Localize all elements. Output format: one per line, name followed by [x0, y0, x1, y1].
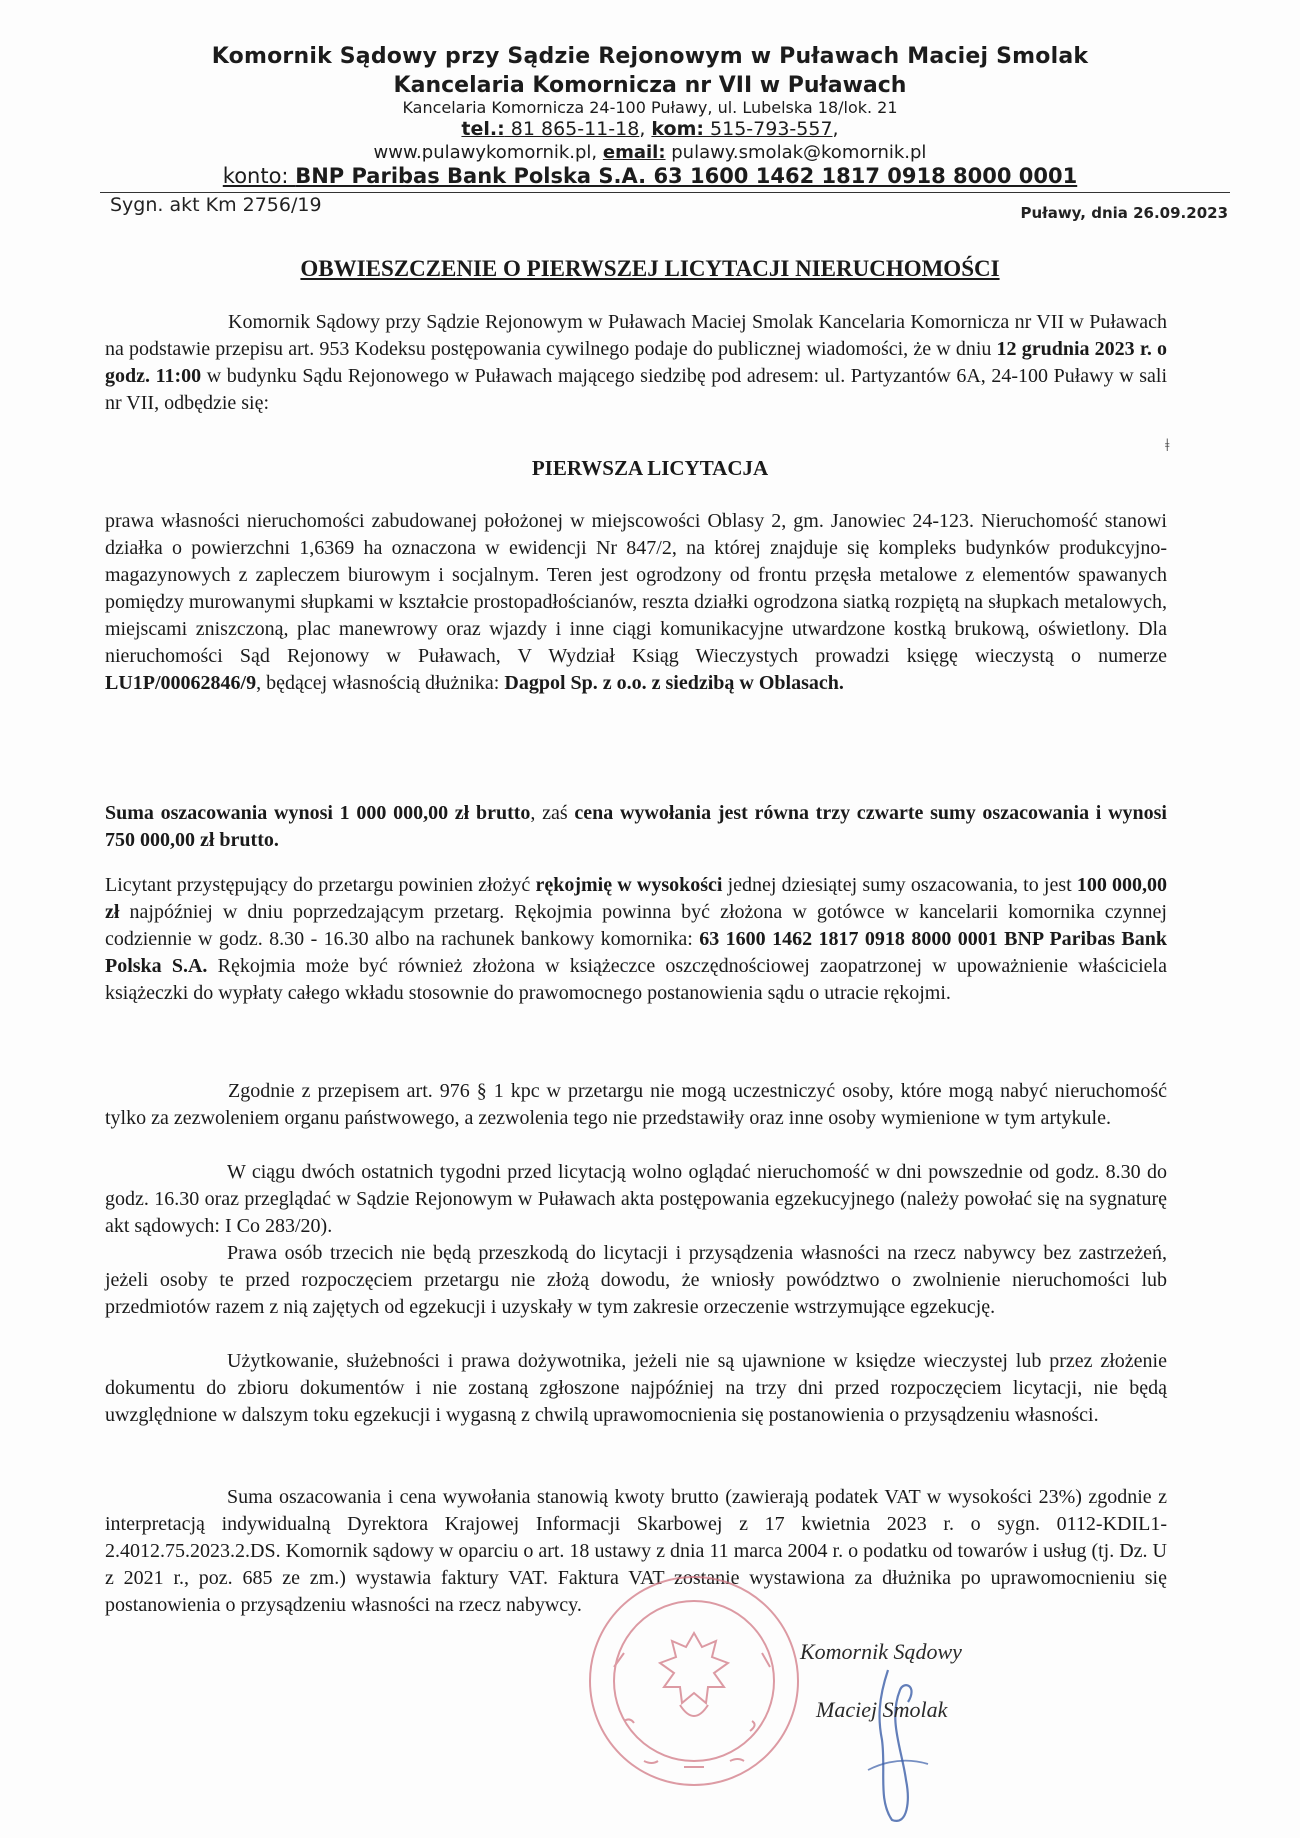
tel-value: 81 865-11-18	[504, 118, 640, 140]
signature-role: Komornik Sądowy	[800, 1639, 962, 1664]
valuation-paragraph	[105, 800, 1167, 854]
intro-text-b: w budynku Sądu Rejonowego w Puławach mającego siedzibę pod adresem: ul. Partyzantów 6A, 24-100 Puławy w sali nr VII, odbędzie się:	[105, 365, 1168, 414]
header-web-email	[0, 142, 1300, 163]
kom-value: 515-793-557	[703, 118, 833, 140]
email-link[interactable]: pulawy.smolak@komornik.pl	[665, 142, 927, 163]
easements-paragraph: Użytkowanie, służebności i prawa dożywotnika, jeżeli nie są ujawnione w księdze wieczystej lub przez złożenie dokumentu do zbioru dokumentów i nie zostaną zgłoszone najpóźniej na trzy dni przed rozpoczęciem licytacji, nie będą uwzględnione w dalszym toku egzekucji i wygasną z chwilą uprawomocnienia się postanowienia o przysądzeniu własności.	[105, 1350, 1167, 1426]
intro-text-a: Komornik Sądowy przy Sądzie Rejonowym w Puławach Maciej Smolak Kancelaria Komornicza nr VII w Puławach na podstawie przepisu art. 953 Kodeksu postępowania cywilnego podaje do publicznej wiadomości, że w dniu	[105, 311, 1167, 360]
debtor-name: Dagpol Sp. z o.o. z siedzibą w Oblasach.	[504, 672, 844, 694]
third-party-rights-paragraph: Prawa osób trzecich nie będą przeszkodą do licytacji i przysądzenia własności na rzecz nabywcy bez zastrzeżeń, jeżeli osoby te przed rozpoczęciem przetargu nie złożą dowodu, że wniosły powództwo o zwolnienie nieruchomości lub przedmiotów razem z nią zajętych od egzekucji i uzyskały w tym zakresie orzeczenie wstrzymujące egzekucję.	[105, 1242, 1167, 1318]
header-address: Kancelaria Komornicza 24-100 Puławy, ul. Lubelska 18/lok. 21	[402, 98, 898, 117]
deposit-text-c: najpóźniej w dniu poprzedzającym przetarg. Rękojmia powinna być złożona w gotówce w kancelarii komornika czynnej codziennie w godz. 8.30 - 16.30 albo na rachunek bankowy komornika:	[105, 901, 1167, 950]
email-label: email:	[602, 142, 666, 163]
valuation-text-b: , zaś	[530, 802, 575, 824]
notice-title: OBWIESZCZENIE O PIERWSZEJ LICYTACJI NIERUCHOMOŚCI	[300, 256, 1000, 281]
deposit-account: 63 1600 1462 1817 0918 8000 0001 BNP Paribas Bank Polska S.A.	[105, 928, 1168, 977]
official-seal-icon	[584, 1571, 804, 1791]
account-label: konto:	[222, 164, 296, 188]
inspection-paragraph: W ciągu dwóch ostatnich tygodni przed licytacją wolno oglądać nieruchomość w dni powszednie od godz. 8.30 do godz. 16.30 oraz przeglądać w Sądzie Rejonowym w Puławach akta postępowania egzekucyjnego (należy powołać się na sygnaturę akt sądowych: I Co 283/20).	[105, 1161, 1167, 1237]
auction-heading: PIERWSZA LICYTACJA	[531, 456, 769, 480]
participants-paragraph: Zgodnie z przepisem art. 976 § 1 kpc w przetargu nie mogą uczestniczyć osoby, które mogą nabyć nieruchomość tylko za zezwoleniem organu państwowego, a zezwolenia tego nie przedstawiły oraz inne osoby wymienione w tym artykule.	[105, 1080, 1167, 1129]
valuation-amount: Suma oszacowania wynosi 1 000 000,00 zł brutto	[105, 802, 531, 824]
tel-label: tel.:	[461, 118, 505, 140]
property-text-b: , będącej własnością dłużnika:	[256, 672, 505, 694]
deposit-text-a: Licytant przystępujący do przetargu powinien złożyć	[105, 874, 536, 896]
deposit-label: rękojmię w wysokości	[535, 874, 723, 896]
auction-date: 12 grudnia 2023 r. o godz. 11:00	[105, 338, 1168, 387]
property-description: prawa własności nieruchomości zabudowanej położonej w miejscowości Oblasy 2, gm. Janowiec 24-123. Nieruchomość stanowi działka o powierzchni 1,6369 ha oznaczona w ewidencji Nr 847/2, na której znajduje się kompleks budynków produkcyjno- magazynowych z zapleczem biurowym i socjalnym. Teren jest ogrodzony od frontu przęsła metalowe z elementów spawanych pomiędzy murowanymi słupkami w kształcie prostopadłościanów, reszta działki ogrodzona siatką rozpiętą na słupkach metalowych, miejscami zniszczoną, plac manewrowy oraz wjazdy i inne ciągi komunikacyjne utwardzone kostką brukową, oświetlony. Dla nieruchomości Sąd Rejonowy w Puławach, V Wydział Ksiąg Wieczystych prowadzi księgę wieczystą o numerze	[105, 510, 1167, 667]
account-value: BNP Paribas Bank Polska S.A. 63 1600 1462 1817 0918 8000 0001	[295, 164, 1078, 188]
header-bailiff-name: Komornik Sądowy przy Sądzie Rejonowym w Puławach Maciej Smolak	[211, 44, 1089, 69]
deposit-text-b: jednej dziesiątej sumy oszacowania, to jest	[722, 874, 1077, 896]
header-office-name: Kancelaria Komornicza nr VII w Puławach	[393, 73, 907, 98]
header-divider	[100, 192, 1230, 193]
case-reference: Sygn. akt Km 2756/19	[110, 194, 322, 216]
vat-paragraph: Suma oszacowania i cena wywołania stanowią kwoty brutto (zawierają podatek VAT w wysokości 23%) zgodnie z interpretacją indywidualną Dyrektora Krajowej Informacji Skarbowej z 17 kwietnia 2023 r. o sygn. 0112-KDIL1-2.4012.75.2023.2.DS. Komornik sądowy w oparciu o art. 18 ustawy z dnia 11 marca 2004 r. o podatku od towarów i usług (tj. Dz. U z 2021 r., poz. 685 ze zm.) wystawia faktury VAT. Faktura VAT zostanie wystawiona za dłużnika po uprawomocnieniu się postanowienia o przysądzeniu własności na rzecz nabywcy.	[105, 1486, 1167, 1616]
intro-paragraph	[105, 309, 1167, 417]
deposit-text-d: Rękojmia może być również złożona w książeczce oszczędnościowej zaopatrzonej w upoważnienie właściciela książeczki do wypłaty całego wkładu stosownie do prawomocnego postanowienia sądu o utracie rękojmi.	[105, 955, 1167, 1004]
place-and-date: Puławy, dnia 26.09.2023	[1020, 204, 1228, 222]
signature-name: Maciej Smolak	[816, 1697, 948, 1722]
header-phones: tel.: 81 865-11-18, kom: 515-793-557,	[461, 118, 839, 140]
property-paragraph	[105, 508, 1167, 697]
starting-price: cena wywołania jest równa trzy czwarte sumy oszacowania i wynosi 750 000,00 zł brutto.	[105, 802, 1167, 851]
header-bank-account	[0, 164, 1300, 188]
deposit-paragraph	[105, 872, 1167, 1007]
deposit-amount: 100 000,00 zł	[105, 874, 1168, 923]
land-register-number: LU1P/00062846/9	[105, 672, 257, 694]
website-link[interactable]: www.pulawykomornik.pl,	[373, 142, 603, 163]
kom-label: kom:	[651, 118, 704, 140]
scan-mark: ǂ	[1165, 435, 1170, 455]
